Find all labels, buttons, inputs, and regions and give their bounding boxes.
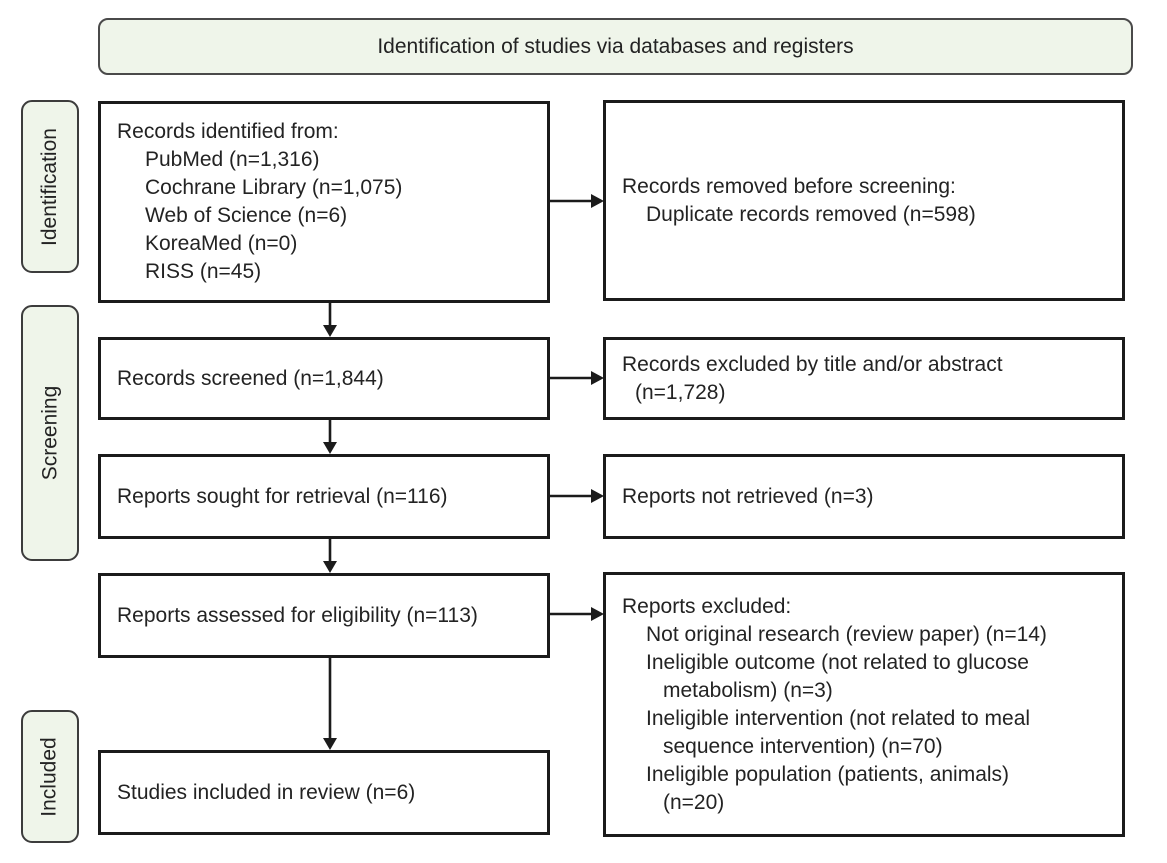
arrow-identified-to-removed: [550, 194, 604, 208]
arrow-assessed-to-included: [323, 658, 337, 750]
source-pubmed: PubMed (n=1,316): [145, 148, 320, 171]
stage-label-identification: Identification: [21, 100, 79, 273]
excluded-not-original: Not original research (review paper) (n=14): [646, 622, 1047, 646]
records-removed-title: Records removed before screening:: [622, 174, 956, 198]
stage-label-screening: Screening: [21, 305, 79, 561]
source-web-of-science: Web of Science (n=6): [145, 204, 348, 227]
source-riss: RISS (n=45): [145, 260, 262, 283]
source-koreamed: KoreaMed (n=0): [145, 232, 298, 255]
source-cochrane: Cochrane Library (n=1,075): [145, 176, 403, 199]
arrow-identified-to-screened: [323, 303, 337, 337]
stage-label-included: Included: [21, 710, 79, 843]
duplicates-removed: Duplicate records removed (n=598): [646, 202, 976, 226]
excluded-population-cont: (n=20): [663, 790, 725, 814]
excluded-outcome-cont: metabolism) (n=3): [663, 678, 833, 702]
excluded-population: Ineligible population (patients, animals): [646, 762, 1010, 786]
records-identified-title: Records identified from:: [117, 120, 339, 143]
records-removed-box: [603, 100, 1125, 301]
excluded-intervention: Ineligible intervention (not related to meal: [646, 706, 1031, 730]
arrow-screened-to-excluded: [550, 371, 604, 385]
arrow-assessed-to-reports-excluded: [550, 607, 604, 621]
reports-not-retrieved-box: Reports not retrieved (n=3): [603, 454, 1125, 539]
reports-assessed-box: Reports assessed for eligibility (n=113): [98, 573, 550, 658]
reports-excluded-title: Reports excluded:: [622, 594, 792, 618]
reports-sought-box: Reports sought for retrieval (n=116): [98, 454, 550, 539]
arrow-sought-to-not-retrieved: [550, 489, 604, 503]
arrow-screened-to-sought: [323, 420, 337, 454]
records-identified-box: [98, 101, 550, 303]
records-screened-box: Records screened (n=1,844): [98, 337, 550, 420]
excluded-outcome: Ineligible outcome (not related to glucose: [646, 650, 1029, 674]
diagram-header: [98, 18, 1133, 75]
reports-excluded-box: [603, 572, 1125, 837]
excluded-intervention-cont: sequence intervention) (n=70): [663, 734, 943, 758]
diagram-header-title: Identification of studies via databases and registers: [377, 34, 854, 58]
arrow-sought-to-assessed: [323, 539, 337, 573]
studies-included-box: Studies included in review (n=6): [98, 750, 550, 835]
records-excluded-box: Records excluded by title and/or abstract (n=1,728): [603, 337, 1125, 420]
